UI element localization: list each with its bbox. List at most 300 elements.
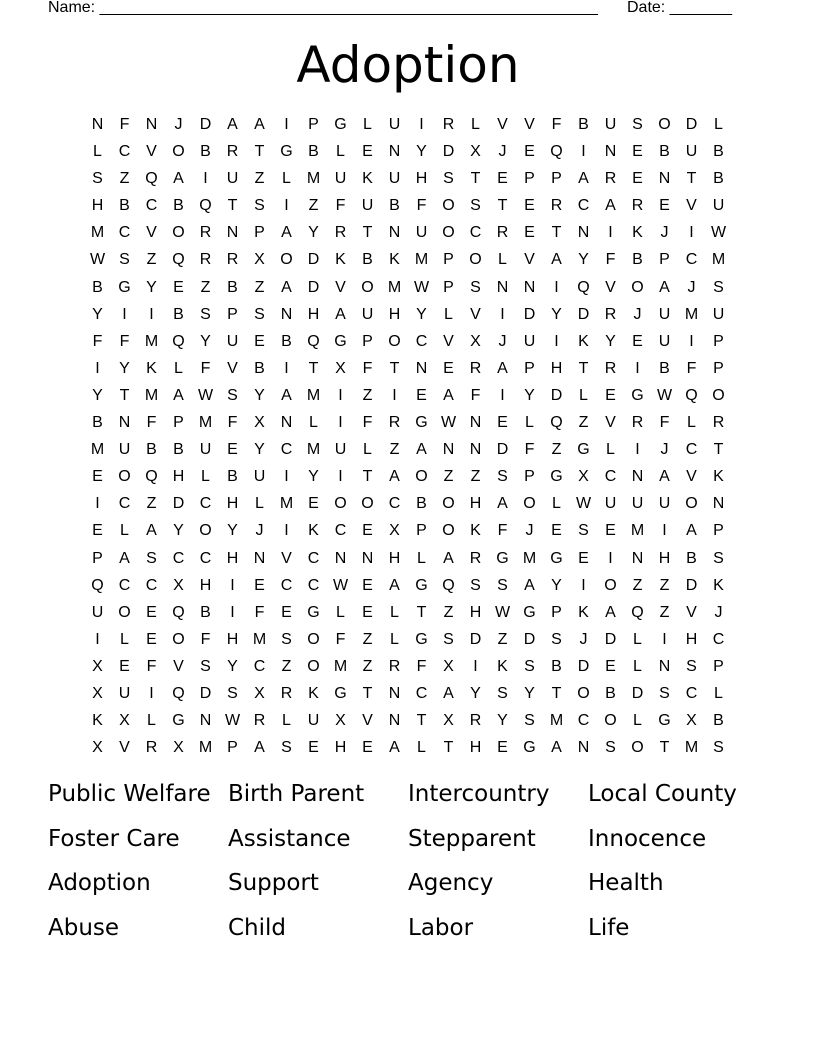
grid-letter[interactable]: I	[284, 522, 289, 540]
grid-letter[interactable]: I	[230, 576, 235, 594]
grid-letter[interactable]: X	[254, 251, 265, 269]
grid-letter[interactable]: B	[173, 305, 184, 323]
grid-letter[interactable]: D	[685, 116, 698, 133]
name-field-label[interactable]: Name: ________________________________________________________	[48, 0, 598, 16]
grid-letter[interactable]: C	[604, 468, 617, 486]
grid-letter[interactable]: M	[306, 170, 321, 188]
grid-letter[interactable]: B	[254, 359, 265, 377]
grid-letter[interactable]: Q	[199, 197, 212, 215]
grid-letter[interactable]: X	[578, 468, 589, 486]
grid-letter[interactable]: T	[362, 684, 373, 702]
grid-letter[interactable]: Q	[307, 332, 320, 350]
grid-letter[interactable]: E	[497, 739, 508, 757]
grid-letter[interactable]: C	[712, 630, 725, 648]
grid-letter[interactable]: M	[252, 630, 267, 648]
grid-letter[interactable]: R	[496, 224, 509, 242]
grid-letter[interactable]: O	[334, 495, 347, 513]
grid-letter[interactable]: G	[523, 739, 536, 757]
grid-letter[interactable]: L	[633, 657, 642, 675]
grid-letter[interactable]: N	[388, 224, 401, 242]
grid-letter[interactable]: Z	[146, 495, 157, 513]
grid-letter[interactable]: R	[334, 224, 347, 242]
grid-letter[interactable]: U	[712, 305, 725, 323]
grid-letter[interactable]: B	[92, 414, 103, 432]
grid-letter[interactable]: O	[685, 495, 698, 513]
grid-letter[interactable]: U	[388, 170, 401, 188]
grid-letter[interactable]: N	[280, 414, 293, 432]
grid-letter[interactable]: N	[253, 549, 266, 567]
grid-letter[interactable]: A	[578, 170, 589, 188]
grid-letter[interactable]: I	[338, 414, 343, 432]
grid-letter[interactable]: F	[92, 332, 103, 350]
grid-letter[interactable]: S	[443, 170, 454, 188]
grid-letter[interactable]: V	[524, 251, 535, 269]
grid-letter[interactable]: Q	[91, 576, 104, 594]
grid-letter[interactable]: E	[119, 657, 130, 675]
grid-letter[interactable]: E	[362, 603, 373, 621]
grid-letter[interactable]: N	[469, 441, 482, 459]
grid-letter[interactable]: W	[197, 386, 214, 404]
grid-letter[interactable]: H	[469, 495, 482, 513]
grid-letter[interactable]: L	[120, 522, 129, 540]
grid-letter[interactable]: S	[713, 549, 724, 567]
grid-letter[interactable]: S	[200, 657, 211, 675]
grid-letter[interactable]: T	[686, 170, 697, 188]
grid-letter[interactable]: F	[524, 441, 535, 459]
grid-letter[interactable]: E	[362, 739, 373, 757]
grid-letter[interactable]: Q	[172, 684, 185, 702]
grid-letter[interactable]: O	[388, 332, 401, 350]
grid-letter[interactable]: P	[524, 359, 535, 377]
grid-letter[interactable]: O	[172, 224, 185, 242]
grid-letter[interactable]: S	[200, 305, 211, 323]
grid-letter[interactable]: M	[522, 549, 537, 567]
grid-letter[interactable]: S	[470, 278, 481, 296]
grid-letter[interactable]: O	[631, 739, 644, 757]
grid-letter[interactable]: L	[363, 116, 372, 133]
grid-letter[interactable]: I	[554, 332, 559, 350]
grid-letter[interactable]: Y	[551, 576, 562, 594]
grid-letter[interactable]: E	[497, 414, 508, 432]
grid-letter[interactable]: A	[416, 441, 427, 459]
grid-letter[interactable]: U	[334, 170, 347, 188]
grid-letter[interactable]: Y	[470, 684, 481, 702]
grid-letter[interactable]: C	[118, 576, 131, 594]
grid-letter[interactable]: X	[173, 739, 184, 757]
grid-letter[interactable]: H	[658, 549, 671, 567]
grid-letter[interactable]: R	[226, 143, 239, 161]
grid-letter[interactable]: J	[525, 522, 534, 540]
grid-letter[interactable]: H	[91, 197, 104, 215]
grid-letter[interactable]: L	[525, 414, 534, 432]
grid-letter[interactable]: U	[712, 197, 725, 215]
grid-letter[interactable]: I	[473, 657, 478, 675]
grid-letter[interactable]: E	[497, 170, 508, 188]
grid-letter[interactable]: B	[200, 143, 211, 161]
grid-letter[interactable]: E	[632, 170, 643, 188]
grid-letter[interactable]: E	[551, 522, 562, 540]
grid-letter[interactable]: I	[338, 386, 343, 404]
grid-letter[interactable]: U	[226, 170, 239, 188]
grid-letter[interactable]: Z	[551, 441, 562, 459]
grid-letter[interactable]: H	[388, 305, 401, 323]
grid-letter[interactable]: T	[416, 712, 427, 730]
grid-letter[interactable]: U	[658, 305, 671, 323]
grid-letter[interactable]: U	[307, 712, 320, 730]
grid-letter[interactable]: Z	[200, 278, 211, 296]
grid-letter[interactable]: P	[362, 332, 373, 350]
grid-letter[interactable]: D	[577, 305, 590, 323]
grid-letter[interactable]: I	[500, 305, 505, 323]
grid-letter[interactable]: T	[254, 143, 265, 161]
grid-letter[interactable]: A	[551, 739, 562, 757]
grid-letter[interactable]: I	[635, 441, 640, 459]
grid-letter[interactable]: Q	[172, 251, 185, 269]
grid-letter[interactable]: Y	[524, 386, 535, 404]
grid-letter[interactable]: L	[201, 468, 210, 486]
grid-letter[interactable]: C	[199, 549, 212, 567]
grid-letter[interactable]: F	[659, 414, 670, 432]
grid-letter[interactable]: E	[146, 603, 157, 621]
grid-letter[interactable]: A	[443, 684, 454, 702]
grid-letter[interactable]: O	[415, 468, 428, 486]
date-field-label[interactable]: Date: _______	[627, 0, 732, 16]
grid-letter[interactable]: Z	[146, 251, 157, 269]
grid-letter[interactable]: C	[685, 684, 698, 702]
grid-letter[interactable]: Q	[550, 414, 563, 432]
grid-letter[interactable]: M	[279, 495, 294, 513]
grid-letter[interactable]: Y	[146, 278, 157, 296]
grid-letter[interactable]: F	[146, 657, 157, 675]
grid-letter[interactable]: U	[388, 116, 401, 133]
grid-letter[interactable]: Z	[362, 630, 373, 648]
grid-letter[interactable]: H	[388, 549, 401, 567]
grid-letter[interactable]: Y	[416, 143, 427, 161]
grid-letter[interactable]: W	[224, 712, 241, 730]
grid-letter[interactable]: U	[604, 495, 617, 513]
grid-letter[interactable]: F	[497, 522, 508, 540]
grid-letter[interactable]: D	[496, 441, 509, 459]
grid-letter[interactable]: N	[496, 278, 509, 296]
grid-letter[interactable]: M	[144, 332, 159, 350]
grid-letter[interactable]: P	[551, 170, 562, 188]
grid-letter[interactable]: L	[282, 170, 291, 188]
grid-letter[interactable]: G	[334, 684, 347, 702]
grid-letter[interactable]: U	[604, 116, 617, 133]
grid-letter[interactable]: M	[387, 278, 402, 296]
grid-letter[interactable]: Q	[172, 603, 185, 621]
grid-letter[interactable]: S	[524, 712, 535, 730]
grid-letter[interactable]: B	[713, 170, 724, 188]
grid-letter[interactable]: I	[95, 630, 100, 648]
grid-letter[interactable]: R	[388, 657, 401, 675]
grid-letter[interactable]: F	[416, 657, 427, 675]
grid-letter[interactable]: P	[416, 522, 427, 540]
grid-letter[interactable]: C	[118, 224, 131, 242]
grid-letter[interactable]: R	[604, 305, 617, 323]
grid-letter[interactable]: J	[687, 278, 696, 296]
grid-letter[interactable]: L	[282, 712, 291, 730]
grid-letter[interactable]: H	[469, 603, 482, 621]
grid-letter[interactable]: N	[388, 143, 401, 161]
grid-letter[interactable]: M	[414, 251, 429, 269]
grid-letter[interactable]: A	[497, 495, 508, 513]
grid-letter[interactable]: I	[149, 684, 154, 702]
grid-letter[interactable]: W	[89, 251, 106, 269]
grid-letter[interactable]: X	[92, 657, 103, 675]
grid-letter[interactable]: O	[523, 495, 536, 513]
grid-letter[interactable]: B	[578, 116, 589, 133]
grid-letter[interactable]: G	[550, 468, 563, 486]
grid-letter[interactable]: T	[416, 603, 427, 621]
grid-letter[interactable]: I	[203, 170, 208, 188]
grid-letter[interactable]: V	[686, 468, 697, 486]
grid-letter[interactable]: E	[281, 603, 292, 621]
grid-letter[interactable]: H	[334, 739, 347, 757]
grid-letter[interactable]: W	[575, 495, 592, 513]
grid-letter[interactable]: G	[577, 441, 590, 459]
grid-letter[interactable]: T	[659, 739, 670, 757]
grid-letter[interactable]: I	[608, 224, 613, 242]
grid-letter[interactable]: C	[334, 522, 347, 540]
grid-letter[interactable]: L	[687, 414, 696, 432]
grid-letter[interactable]: T	[551, 224, 562, 242]
grid-letter[interactable]: Y	[524, 684, 535, 702]
grid-letter[interactable]: P	[659, 251, 670, 269]
grid-letter[interactable]: X	[92, 739, 103, 757]
grid-letter[interactable]: X	[173, 576, 184, 594]
grid-letter[interactable]: V	[227, 359, 238, 377]
grid-letter[interactable]: H	[226, 630, 239, 648]
grid-letter[interactable]: B	[713, 143, 724, 161]
grid-letter[interactable]: D	[307, 251, 320, 269]
grid-letter[interactable]: A	[605, 197, 616, 215]
grid-letter[interactable]: E	[524, 143, 535, 161]
grid-letter[interactable]: Q	[685, 386, 698, 404]
grid-letter[interactable]: E	[578, 549, 589, 567]
grid-letter[interactable]: G	[307, 603, 320, 621]
grid-letter[interactable]: S	[92, 170, 103, 188]
grid-letter[interactable]: R	[442, 116, 455, 133]
grid-letter[interactable]: N	[712, 495, 725, 513]
grid-letter[interactable]: V	[281, 549, 292, 567]
grid-letter[interactable]: G	[496, 549, 509, 567]
grid-letter[interactable]: S	[146, 549, 157, 567]
grid-letter[interactable]: Y	[308, 468, 319, 486]
grid-letter[interactable]: A	[524, 576, 535, 594]
grid-letter[interactable]: K	[713, 468, 724, 486]
grid-letter[interactable]: L	[363, 441, 372, 459]
grid-letter[interactable]: M	[90, 224, 105, 242]
grid-letter[interactable]: A	[497, 359, 508, 377]
grid-letter[interactable]: Y	[173, 522, 184, 540]
grid-letter[interactable]: A	[443, 386, 454, 404]
grid-letter[interactable]: E	[308, 495, 319, 513]
grid-letter[interactable]: B	[659, 143, 670, 161]
grid-letter[interactable]: B	[146, 441, 157, 459]
grid-letter[interactable]: E	[605, 522, 616, 540]
grid-letter[interactable]: V	[335, 278, 346, 296]
grid-letter[interactable]: X	[470, 332, 481, 350]
grid-letter[interactable]: L	[417, 549, 426, 567]
grid-letter[interactable]: D	[307, 278, 320, 296]
grid-letter[interactable]: G	[172, 712, 185, 730]
grid-letter[interactable]: I	[149, 305, 154, 323]
grid-letter[interactable]: Z	[443, 603, 454, 621]
grid-letter[interactable]: C	[280, 441, 293, 459]
grid-letter[interactable]: E	[92, 522, 103, 540]
grid-letter[interactable]: S	[497, 468, 508, 486]
grid-letter[interactable]: V	[146, 224, 157, 242]
grid-letter[interactable]: A	[659, 468, 670, 486]
grid-letter[interactable]: Q	[172, 332, 185, 350]
grid-letter[interactable]: C	[118, 495, 131, 513]
grid-letter[interactable]: S	[254, 197, 265, 215]
grid-letter[interactable]: S	[632, 116, 643, 133]
grid-letter[interactable]: O	[631, 278, 644, 296]
grid-letter[interactable]: A	[254, 116, 265, 133]
grid-letter[interactable]: R	[469, 359, 482, 377]
grid-letter[interactable]: I	[284, 116, 289, 133]
grid-letter[interactable]: O	[577, 684, 590, 702]
grid-letter[interactable]: C	[253, 657, 266, 675]
grid-letter[interactable]: B	[281, 332, 292, 350]
grid-letter[interactable]: S	[713, 278, 724, 296]
grid-letter[interactable]: B	[686, 549, 697, 567]
grid-letter[interactable]: U	[523, 332, 536, 350]
grid-letter[interactable]: L	[336, 143, 345, 161]
grid-letter[interactable]: Z	[443, 468, 454, 486]
grid-letter[interactable]: R	[145, 739, 158, 757]
grid-letter[interactable]: C	[307, 576, 320, 594]
grid-letter[interactable]: Q	[145, 468, 158, 486]
grid-letter[interactable]: K	[389, 251, 400, 269]
grid-letter[interactable]: E	[524, 224, 535, 242]
grid-letter[interactable]: S	[524, 657, 535, 675]
grid-letter[interactable]: F	[416, 197, 427, 215]
grid-letter[interactable]: X	[335, 712, 346, 730]
grid-letter[interactable]: Q	[550, 143, 563, 161]
grid-letter[interactable]: J	[660, 441, 669, 459]
grid-letter[interactable]: Z	[578, 414, 589, 432]
grid-letter[interactable]: A	[389, 468, 400, 486]
grid-letter[interactable]: C	[172, 549, 185, 567]
grid-letter[interactable]: C	[685, 441, 698, 459]
grid-letter[interactable]: Y	[92, 305, 103, 323]
grid-letter[interactable]: A	[389, 739, 400, 757]
grid-letter[interactable]: R	[226, 251, 239, 269]
grid-letter[interactable]: V	[443, 332, 454, 350]
grid-letter[interactable]: A	[173, 170, 184, 188]
grid-letter[interactable]: G	[334, 116, 347, 133]
grid-letter[interactable]: U	[199, 441, 212, 459]
grid-letter[interactable]: Y	[551, 305, 562, 323]
grid-letter[interactable]: N	[388, 712, 401, 730]
grid-letter[interactable]: S	[281, 739, 292, 757]
grid-letter[interactable]: I	[500, 386, 505, 404]
grid-letter[interactable]: Q	[577, 278, 590, 296]
grid-letter[interactable]: L	[255, 495, 264, 513]
grid-letter[interactable]: Y	[578, 251, 589, 269]
grid-letter[interactable]: M	[711, 251, 726, 269]
grid-letter[interactable]: Y	[227, 657, 238, 675]
grid-letter[interactable]: Q	[631, 603, 644, 621]
grid-letter[interactable]: L	[309, 414, 318, 432]
grid-letter[interactable]: L	[390, 630, 399, 648]
grid-letter[interactable]: L	[120, 630, 129, 648]
grid-letter[interactable]: R	[604, 170, 617, 188]
grid-letter[interactable]: K	[308, 522, 319, 540]
grid-letter[interactable]: N	[469, 414, 482, 432]
grid-letter[interactable]: A	[551, 251, 562, 269]
grid-letter[interactable]: C	[388, 495, 401, 513]
grid-letter[interactable]: H	[226, 549, 239, 567]
grid-letter[interactable]: E	[524, 197, 535, 215]
grid-letter[interactable]: S	[227, 684, 238, 702]
grid-letter[interactable]: B	[200, 603, 211, 621]
grid-letter[interactable]: V	[686, 197, 697, 215]
grid-letter[interactable]: O	[118, 603, 131, 621]
grid-letter[interactable]: P	[443, 278, 454, 296]
grid-letter[interactable]: O	[604, 576, 617, 594]
grid-letter[interactable]: I	[122, 305, 127, 323]
grid-letter[interactable]: G	[118, 278, 131, 296]
grid-letter[interactable]: X	[254, 684, 265, 702]
grid-letter[interactable]: G	[415, 576, 428, 594]
grid-letter[interactable]: V	[146, 143, 157, 161]
grid-letter[interactable]: N	[577, 224, 590, 242]
grid-letter[interactable]: K	[470, 522, 481, 540]
grid-letter[interactable]: P	[551, 603, 562, 621]
grid-letter[interactable]: B	[173, 441, 184, 459]
grid-letter[interactable]: L	[552, 495, 561, 513]
grid-letter[interactable]: L	[93, 143, 102, 161]
grid-letter[interactable]: W	[656, 386, 673, 404]
grid-letter[interactable]: S	[551, 630, 562, 648]
grid-letter[interactable]: C	[307, 549, 320, 567]
grid-letter[interactable]: H	[172, 468, 185, 486]
grid-letter[interactable]: U	[685, 143, 698, 161]
grid-letter[interactable]: H	[469, 739, 482, 757]
grid-letter[interactable]: E	[605, 657, 616, 675]
grid-letter[interactable]: E	[254, 576, 265, 594]
grid-letter[interactable]: N	[226, 224, 239, 242]
grid-letter[interactable]: S	[497, 576, 508, 594]
grid-letter[interactable]: L	[579, 386, 588, 404]
grid-letter[interactable]: T	[362, 224, 373, 242]
grid-letter[interactable]: Z	[470, 468, 481, 486]
grid-letter[interactable]: D	[442, 143, 455, 161]
grid-letter[interactable]: N	[442, 441, 455, 459]
grid-letter[interactable]: T	[227, 197, 238, 215]
grid-letter[interactable]: B	[659, 359, 670, 377]
grid-letter[interactable]: F	[551, 116, 562, 133]
grid-letter[interactable]: M	[198, 739, 213, 757]
grid-letter[interactable]: D	[469, 630, 482, 648]
grid-letter[interactable]: N	[658, 170, 671, 188]
grid-letter[interactable]: Y	[605, 332, 616, 350]
grid-letter[interactable]: T	[119, 386, 130, 404]
grid-letter[interactable]: F	[119, 116, 130, 133]
grid-letter[interactable]: F	[146, 414, 157, 432]
grid-letter[interactable]: S	[119, 251, 130, 269]
grid-letter[interactable]: G	[523, 603, 536, 621]
grid-letter[interactable]: G	[415, 414, 428, 432]
grid-letter[interactable]: Z	[497, 630, 508, 648]
grid-letter[interactable]: R	[469, 549, 482, 567]
grid-letter[interactable]: Z	[308, 197, 319, 215]
grid-letter[interactable]: N	[415, 359, 428, 377]
